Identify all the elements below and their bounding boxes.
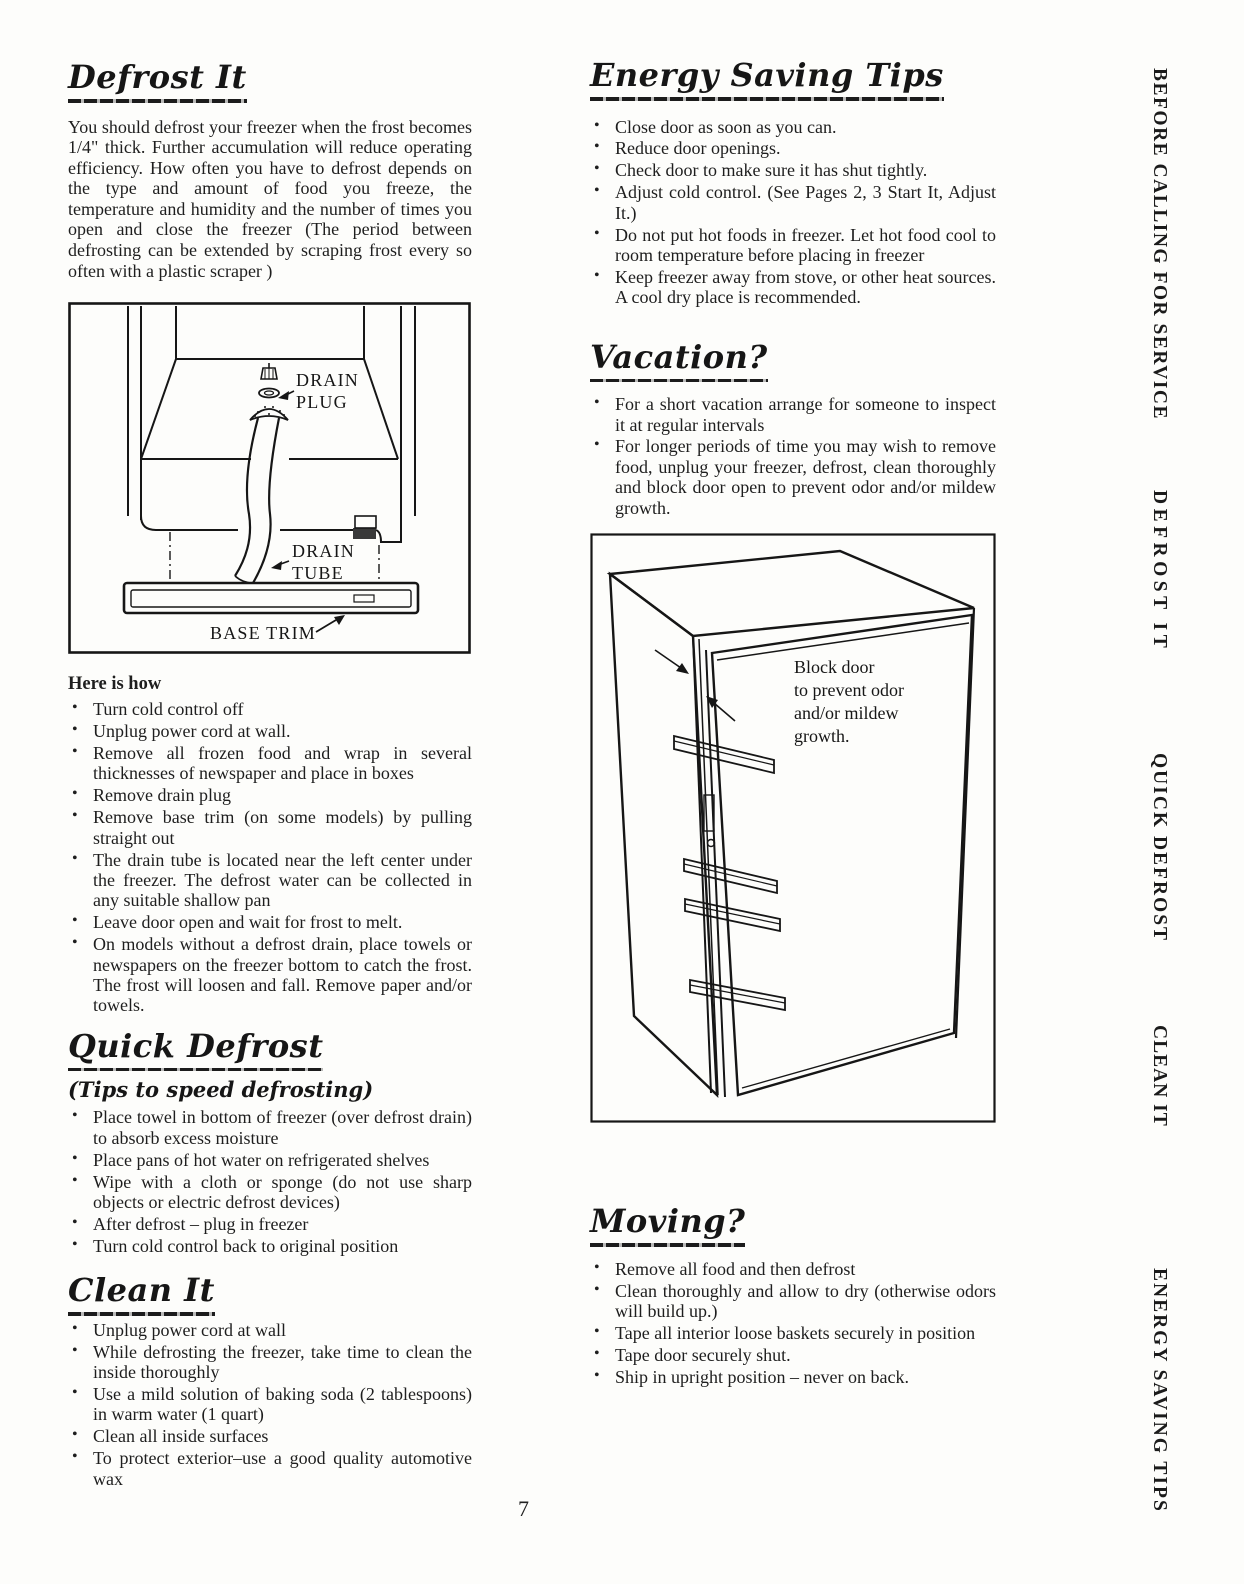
heading-clean-it [68, 1271, 215, 1316]
list-item: • Place towel in bottom of freezer (over defrost drain) to absorb excess moisture [68, 1107, 472, 1148]
drain-plug-label [278, 370, 359, 412]
list-item: • Use a mild solution of baking soda (2 tablespoons) in warm water (1 quart) [68, 1384, 472, 1425]
heading-vacation-text: Vacation? [590, 337, 768, 376]
margin-label-clean-it: CLEAN IT [1149, 1025, 1170, 1127]
svg-text:BASE TRIM: BASE TRIM [210, 623, 316, 644]
list-item: • Do not put hot foods in freezer. Let hot food cool to room temperature before placing in freezer [590, 225, 996, 266]
svg-text:growth.: growth. [794, 726, 850, 747]
vacation-list [590, 394, 996, 518]
list-item: • Wipe with a cloth or sponge (do not use sharp objects or electric defrost devices) [68, 1172, 472, 1213]
svg-text:DRAIN: DRAIN [296, 370, 359, 391]
moving-list [590, 1259, 996, 1387]
list-item: • While defrosting the freezer, take time to clean the inside thoroughly [68, 1342, 472, 1383]
svg-text:PLUG: PLUG [296, 392, 348, 413]
svg-text:to prevent odor: to prevent odor [794, 680, 904, 701]
list-item: • To protect exterior–use a good quality automotive wax [68, 1448, 472, 1489]
freezer-walls [128, 306, 415, 520]
block-door-caption [794, 657, 904, 746]
quick-defrost-list [68, 1107, 472, 1256]
left-column [68, 58, 472, 1490]
list-item: • Place pans of hot water on refrigerated shelves [68, 1150, 472, 1170]
heading-underline [68, 1312, 215, 1316]
figure-blocked-door-diagram [590, 533, 996, 1123]
list-item: • Close door as soon as you can. [590, 117, 996, 137]
heading-underline [68, 99, 247, 103]
margin-label-quick-defrost: QUICK DEFROST [1149, 753, 1170, 943]
heading-vacation [590, 338, 768, 383]
drain-plug-icon [259, 363, 279, 398]
heading-underline [68, 1068, 323, 1072]
heading-defrost-it [68, 58, 247, 103]
heading-energy-saving-tips [590, 56, 944, 101]
list-item: • Ship in upright position – never on back. [590, 1367, 996, 1387]
list-item: • Clean all inside surfaces [68, 1426, 472, 1446]
heading-underline [590, 97, 944, 101]
list-item: • Tape all interior loose baskets securely in position [590, 1323, 996, 1343]
here-is-how-title: Here is how [68, 674, 162, 695]
heading-energy-saving-tips-text: Energy Saving Tips [590, 56, 944, 94]
drain-funnel [250, 406, 288, 420]
margin-label-before-calling-for-service: BEFORE CALLING FOR SERVICE [1149, 68, 1170, 420]
here-is-how-list [68, 699, 472, 1016]
list-item: • Remove all food and then defrost [590, 1259, 996, 1279]
list-item: • Reduce door openings. [590, 138, 996, 158]
heading-underline [590, 1243, 745, 1247]
drain-tube [235, 418, 279, 583]
list-item: • The drain tube is located near the left center under the freezer. The defrost water can be collected in any suitable shallow pan [68, 850, 472, 911]
right-column [590, 56, 996, 1389]
list-item: • Tape door securely shut. [590, 1345, 996, 1365]
list-item: • Remove drain plug [68, 785, 472, 805]
heading-quick-defrost-text: Quick Defrost [68, 1026, 324, 1065]
svg-text:DRAIN: DRAIN [292, 541, 355, 562]
list-item: • Turn cold control off [68, 699, 472, 719]
clean-it-list [68, 1320, 472, 1489]
heading-quick-defrost [68, 1027, 323, 1072]
list-item: • Unplug power cord at wall. [68, 721, 472, 741]
list-item: • On models without a defrost drain, place towels or newspapers on the freezer bottom to catch the frost. The frost will loosen and fall. Remove paper and/or towels. [68, 934, 472, 1016]
list-item: • Leave door open and wait for frost to melt. [68, 912, 472, 932]
list-item: • Remove all frozen food and wrap in several thicknesses of newspaper and place in boxes [68, 743, 472, 784]
list-item: • Adjust cold control. (See Pages 2, 3 Start It, Adjust It.) [590, 182, 996, 223]
heading-underline [590, 379, 768, 383]
base-trim [124, 583, 418, 613]
list-item: • For a short vacation arrange for someone to inspect it at regular intervals [590, 394, 996, 435]
margin-label-defrost-it: DEFROST IT [1149, 490, 1170, 653]
list-item: • For longer periods of time you may wish to remove food, unplug your freezer, defrost, clean thoroughly and block door open to prevent odor and/or mildew growth. [590, 436, 996, 518]
quick-defrost-subheading: (Tips to speed defrosting) [68, 1077, 374, 1103]
list-item: • Unplug power cord at wall [68, 1320, 472, 1340]
figure-drain-diagram [68, 302, 471, 654]
heading-moving [590, 1202, 745, 1247]
list-item: • Remove base trim (on some models) by pulling straight out [68, 807, 472, 848]
heading-clean-it-text: Clean It [68, 1271, 215, 1310]
base-trim-label [210, 615, 345, 643]
drain-tube-label [271, 541, 355, 583]
heading-defrost-it-text: Defrost It [68, 58, 247, 96]
svg-text:Block door: Block door [794, 657, 875, 678]
defrost-body-paragraph: You should defrost your freezer when the frost becomes 1/4" thick. Further accumulation will reduce operating efficiency. How often you have to defrost depends on the type and amount of food you freeze, the temperature and humidity and the number of times you open and close the freezer (The period between defrosting can be extended by scraping frost every so often with a plastic scraper ) [68, 116, 472, 281]
list-item: • Check door to make sure it has shut tightly. [590, 160, 996, 180]
heading-moving-text: Moving? [590, 1202, 746, 1241]
energy-saving-tips-list [590, 117, 996, 308]
freezer-cabinet [610, 551, 974, 1095]
list-item: • Turn cold control back to original position [68, 1236, 472, 1256]
arrowhead [271, 561, 282, 570]
svg-text:TUBE: TUBE [292, 563, 344, 584]
margin-label-energy-saving-tips: ENERGY SAVING TIPS [1149, 1268, 1170, 1513]
page-number: 7 [518, 1496, 529, 1521]
arrowhead [676, 663, 689, 674]
list-item: • Keep freezer away from stove, or other heat sources. A cool dry place is recommended. [590, 267, 996, 308]
list-item: • Clean thoroughly and allow to dry (otherwise odors will build up.) [590, 1281, 996, 1322]
svg-text:and/or mildew: and/or mildew [794, 703, 899, 724]
list-item: • After defrost – plug in freezer [68, 1214, 472, 1234]
